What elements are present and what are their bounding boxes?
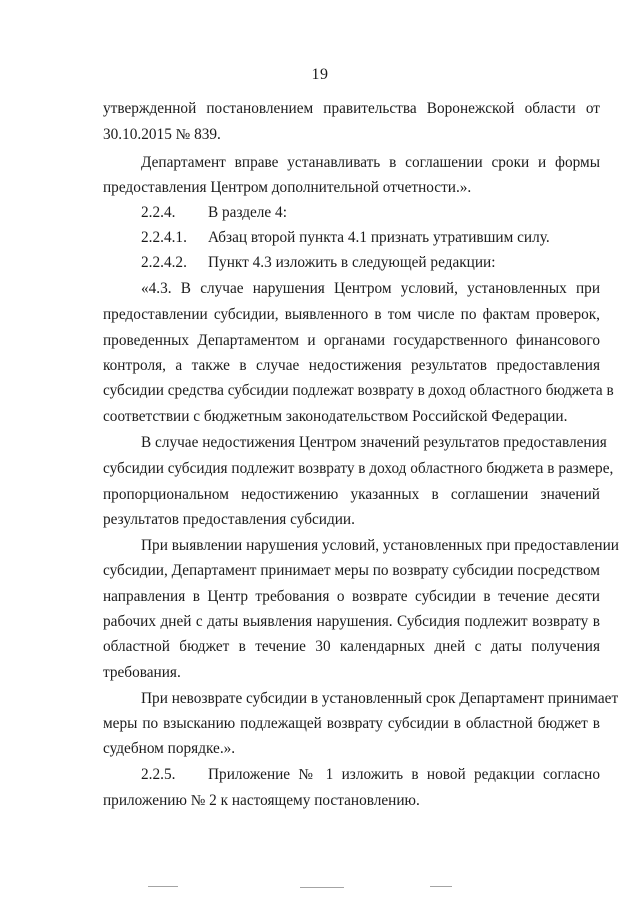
scan-artifact <box>148 886 178 887</box>
text-line: субсидии средства субсидии подлежат возврату в доход областного бюджета в <box>103 382 614 399</box>
clause-number: 2.2.5. <box>141 766 176 783</box>
scan-artifact <box>300 887 344 888</box>
paragraph-first-line: «4.3. В случае нарушения Центром условий, установленных при <box>141 280 600 297</box>
text-line: 30.10.2015 № 839. <box>103 126 221 143</box>
text-line: контроля, а также в случае недостижения результатов предоставления <box>103 357 600 374</box>
text-line: результатов предоставления субсидии. <box>103 511 355 528</box>
paragraph-first-line: В случае недостижения Центром значений результатов предоставления <box>141 434 607 451</box>
text-line: требования. <box>103 664 181 681</box>
text-line: направления в Центр требования о возврате субсидии в течение десяти <box>103 588 600 605</box>
clause-text: В разделе 4: <box>208 204 287 221</box>
text-line: субсидии, Департамент принимает меры по возврату субсидии посредством <box>103 562 600 579</box>
clause-text: Приложение № 1 изложить в новой редакции согласно <box>208 766 600 783</box>
clause-2-2-5 <box>141 766 600 784</box>
clause-2-2-4-1 <box>141 229 600 247</box>
text-line: субсидии субсидия подлежит возврату в доход областного бюджета в размере, <box>103 460 614 477</box>
paragraph-first-line: При выявлении нарушения условий, установленных при предоставлении <box>141 537 619 554</box>
text-line: судебном порядке.». <box>103 740 236 757</box>
clause-number: 2.2.4.1. <box>141 229 187 246</box>
clause-number: 2.2.4.2. <box>141 254 187 271</box>
clause-2-2-4 <box>141 204 600 222</box>
paragraph-first-line: Департамент вправе устанавливать в соглашении сроки и формы <box>141 154 600 171</box>
clause-2-2-4-2 <box>141 254 600 272</box>
text-line: меры по взысканию подлежащей возврату субсидии в областной бюджет в <box>103 715 600 732</box>
paragraph-first-line: При невозврате субсидии в установленный срок Департамент принимает <box>141 690 619 707</box>
clause-number: 2.2.4. <box>141 204 176 221</box>
clause-text: Абзац второй пункта 4.1 признать утратившим силу. <box>208 229 550 246</box>
text-line: соответствии с бюджетным законодательством Российской Федерации. <box>103 408 568 425</box>
text-line: предоставления Центром дополнительной отчетности.». <box>103 179 472 196</box>
text-line: приложению № 2 к настоящему постановлению. <box>103 792 420 809</box>
text-line: проведенных Департаментом и органами государственного финансового <box>103 332 600 349</box>
text-line: областной бюджет в течение 30 календарных дней с даты получения <box>103 638 600 655</box>
text-line: предоставлении субсидии, выявленного в том числе по фактам проверок, <box>103 306 600 323</box>
text-line: утвержденной постановлением правительства Воронежской области от <box>103 100 600 117</box>
text-line: рабочих дней с даты выявления нарушения. Субсидия подлежит возврату в <box>103 613 600 630</box>
clause-text: Пункт 4.3 изложить в следующей редакции: <box>208 254 496 271</box>
scan-artifact <box>430 886 452 887</box>
text-line: пропорциональном недостижению указанных в соглашении значений <box>103 486 600 503</box>
page-number: 19 <box>311 66 329 83</box>
